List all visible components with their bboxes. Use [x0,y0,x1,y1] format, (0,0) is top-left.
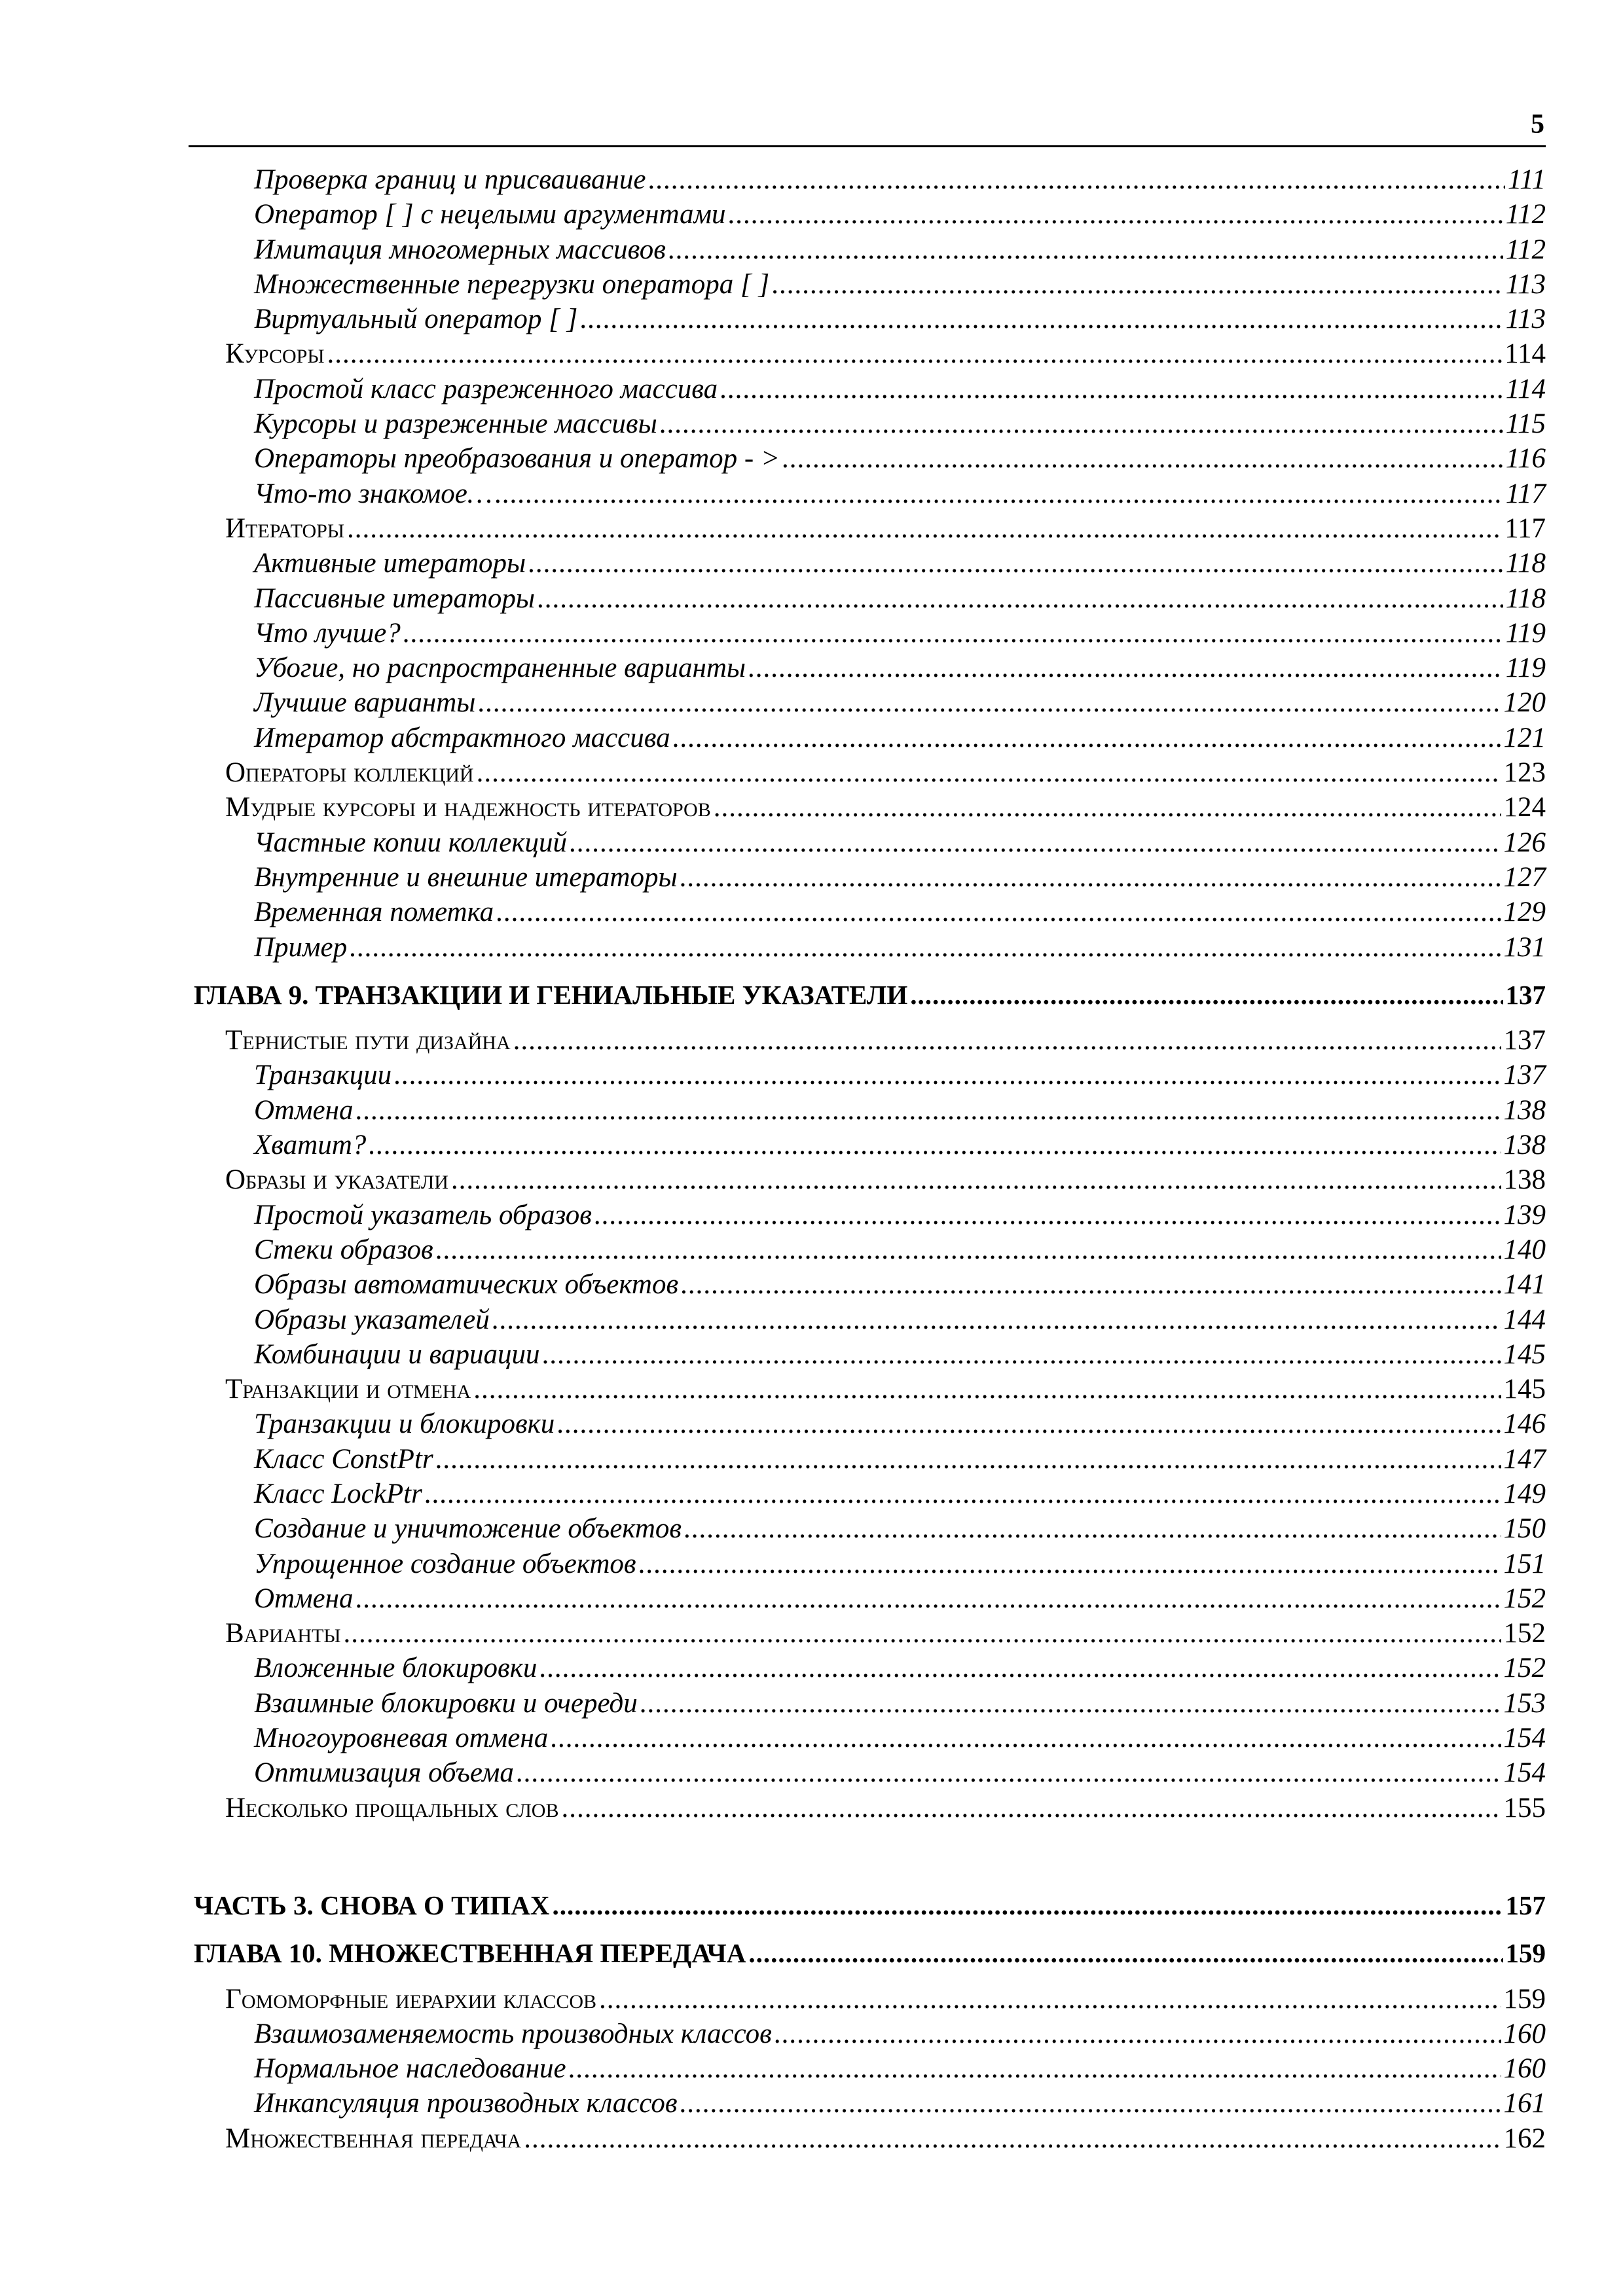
toc-leader-dots [477,755,1501,790]
toc-entry-title: Взаимные блокировки и очереди [254,1687,638,1719]
toc-entry-title: Гомоморфные иерархии классов [225,1983,597,2015]
toc-leader-dots [772,267,1503,302]
toc-entry-page: 115 [1505,408,1546,440]
toc-leader-dots [557,1407,1501,1441]
toc-subsection-entry [194,2086,1546,2121]
toc-entry-page: 138 [1503,1130,1546,1161]
toc-entry-page: 114 [1505,373,1546,404]
header-rule [189,145,1546,147]
toc-leader-dots [640,1686,1501,1721]
toc-subsection-entry [194,1755,1546,1790]
toc-entry-page: 147 [1503,1443,1546,1475]
toc-subsection-entry [194,1058,1546,1092]
toc-entry-page: 124 [1503,792,1546,823]
toc-leader-dots [561,1791,1501,1825]
toc-leader-dots [356,1581,1501,1616]
toc-entry-page: 123 [1503,757,1546,789]
toc-entry-title: Проверка границ и присваивание [254,164,646,195]
toc-leader-dots [673,721,1501,755]
toc-subsection-entry [194,685,1546,720]
toc-subsection-entry [194,546,1546,581]
toc-entry-page: 114 [1504,338,1546,370]
toc-entry-page: 113 [1505,268,1546,300]
toc-entry-page: 118 [1505,548,1546,579]
toc-entry-page: 118 [1505,583,1546,614]
toc-section-entry [194,1982,1546,2017]
toc-entry-page: 157 [1505,1890,1546,1920]
toc-entry-title: ГЛАВА 10. МНОЖЕСТВЕННАЯ ПЕРЕДАЧА [194,1938,746,1969]
toc-subsection-entry [194,721,1546,755]
toc-leader-dots [538,581,1503,616]
toc-subsection-entry [194,1581,1546,1616]
toc-entry-title: Мудрые курсоры и надежность итераторов [225,792,711,823]
toc-entry-page: 121 [1503,722,1546,753]
toc-chapter-entry [194,1888,1546,1923]
toc-subsection-entry [194,1337,1546,1372]
toc-subsection-entry [194,1477,1546,1511]
toc-subsection-entry [194,651,1546,685]
toc-entry-title: Транзакции и отмена [225,1374,471,1405]
toc-entry-title: Активные итераторы [254,548,526,579]
toc-leader-dots [524,2121,1501,2156]
toc-entry-title: Стеки образов [254,1234,433,1265]
toc-subsection-entry [194,1686,1546,1721]
toc-entry-title: Оператор [ ] с нецелыми аргументами [254,199,726,230]
toc-entry-title: Убогие, но распространенные варианты [254,653,746,684]
toc-subsection-entry [194,616,1546,651]
toc-leader-dots [910,978,1503,1013]
toc-subsection-entry [194,1651,1546,1685]
toc-leader-dots [528,546,1503,581]
toc-leader-dots [681,1267,1501,1302]
toc-section-entry [194,2121,1546,2156]
toc-entry-page: 159 [1503,1983,1546,2015]
toc-chapter-entry [194,978,1546,1013]
toc-entry-page: 139 [1503,1199,1546,1230]
toc-leader-dots [684,1511,1501,1546]
toc-leader-dots [648,162,1504,197]
toc-entry-title: Виртуальный оператор [ ] [254,304,578,335]
toc-entry-page: 137 [1505,979,1546,1010]
toc-leader-dots [748,1936,1503,1971]
toc-entry-page: 120 [1503,687,1546,719]
toc-subsection-entry [194,1442,1546,1477]
toc-leader-dots [344,1616,1501,1651]
toc-leader-dots [580,302,1503,336]
toc-leader-dots [639,1547,1501,1581]
toc-entry-title: Образы указателей [254,1304,490,1335]
toc-leader-dots [570,825,1501,860]
toc-subsection-entry [194,1093,1546,1128]
toc-subsection-entry [194,476,1546,511]
toc-entry-title: Класс ConstPtr [254,1443,433,1475]
toc-leader-dots [714,790,1501,825]
toc-leader-dots [513,1023,1501,1058]
toc-leader-dots [599,1982,1501,2017]
toc-entry-page: 146 [1503,1408,1546,1440]
toc-entry-page: 140 [1503,1234,1546,1265]
toc-leader-dots [517,1755,1501,1790]
toc-entry-title: Отмена [254,1094,354,1126]
toc-entry-page: 152 [1503,1583,1546,1614]
toc-leader-dots [492,1302,1501,1337]
toc-leader-dots [327,336,1503,371]
toc-leader-dots [728,197,1503,232]
toc-entry-page: 141 [1503,1269,1546,1300]
toc-entry-page: 137 [1503,1060,1546,1091]
toc-subsection-entry [194,2017,1546,2051]
toc-leader-dots [347,511,1502,546]
toc-leader-dots [436,1232,1501,1267]
toc-subsection-entry [194,1232,1546,1267]
toc-entry-title: Лучшие варианты [254,687,476,719]
toc-entry-title: Взаимозаменяемость производных классов [254,2018,772,2049]
toc-subsection-entry [194,825,1546,860]
toc-entry-page: 152 [1503,1653,1546,1684]
toc-chapter-entry [194,1936,1546,1971]
toc-subsection-entry [194,895,1546,929]
toc-leader-dots [473,1372,1501,1407]
toc-entry-page: 159 [1505,1938,1546,1969]
toc-leader-dots [551,1721,1501,1755]
toc-entry-page: 161 [1503,2088,1546,2119]
toc-entry-title: Хватит? [254,1130,367,1161]
toc-entry-page: 145 [1503,1374,1546,1405]
toc-subsection-entry [194,1302,1546,1337]
toc-entry-title: Пассивные итераторы [254,583,535,614]
toc-entry-page: 112 [1505,234,1546,265]
page-number: 5 [1531,109,1544,139]
toc-leader-dots [425,1477,1501,1511]
toc-subsection-entry [194,930,1546,965]
toc-leader-dots [394,1058,1501,1092]
toc-leader-dots [495,476,1503,511]
toc-entry-page: 112 [1505,199,1546,230]
toc-entry-page: 150 [1503,1513,1546,1545]
toc-entry-title: Курсоры [225,338,325,370]
toc-entry-page: 154 [1503,1757,1546,1789]
toc-entry-title: Что лучше? [254,617,401,649]
toc-leader-dots [782,441,1503,476]
toc-entry-title: Класс LockPtr [254,1478,422,1509]
toc-entry-title: Итератор абстрактного массива [254,722,670,753]
toc-entry-page: 151 [1503,1548,1546,1579]
toc-entry-title: Комбинации и вариации [254,1338,540,1370]
toc-entry-title: Курсоры и разреженные массивы [254,408,657,440]
toc-entry-page: 111 [1507,164,1546,195]
toc-entry-page: 117 [1504,512,1546,544]
toc-entry-title: Транзакции и блокировки [254,1408,555,1440]
toc-entry-title: Множественная передача [225,2123,522,2154]
toc-entry-title: Итераторы [225,512,345,544]
toc-entry-title: Образы и указатели [225,1164,448,1196]
toc-subsection-entry [194,162,1546,197]
toc-leader-dots [748,651,1503,685]
toc-leader-dots [680,860,1501,895]
toc-entry-title: Операторы коллекций [225,757,474,789]
toc-subsection-entry [194,232,1546,267]
toc-leader-dots [451,1162,1501,1197]
toc-entry-title: Операторы преобразования и оператор - > [254,443,780,475]
toc-section-entry [194,1616,1546,1651]
toc-section-entry [194,1791,1546,1825]
toc-entry-page: 127 [1503,861,1546,893]
toc-subsection-entry [194,441,1546,476]
toc-entry-title: Создание и уничтожение объектов [254,1513,682,1545]
toc-subsection-entry [194,581,1546,616]
toc-leader-dots [356,1093,1501,1128]
toc-section-entry [194,1372,1546,1407]
toc-leader-dots [539,1651,1501,1685]
toc-entry-title: ГЛАВА 9. ТРАНЗАКЦИИ И ГЕНИАЛЬНЫЕ УКАЗАТЕЛИ [194,979,908,1010]
toc-entry-page: 116 [1505,443,1546,475]
toc-entry-page: 113 [1505,304,1546,335]
toc-subsection-entry [194,1547,1546,1581]
toc-leader-dots [369,1128,1501,1162]
toc-entry-page: 137 [1503,1025,1546,1056]
toc-leader-dots [594,1198,1501,1232]
toc-leader-dots [552,1888,1503,1923]
toc-entry-title: Нормальное наследование [254,2053,566,2085]
toc-subsection-entry [194,860,1546,895]
toc-leader-dots [350,930,1501,965]
toc-entry-page: 153 [1503,1687,1546,1719]
toc-leader-dots [478,685,1501,720]
toc-leader-dots [720,372,1503,406]
toc-leader-dots [569,2051,1501,2086]
toc-entry-page: 144 [1503,1304,1546,1335]
toc-entry-title: Инкапсуляция производных классов [254,2088,678,2119]
toc-subsection-entry [194,406,1546,441]
toc-subsection-entry [194,1198,1546,1232]
toc-entry-page: 152 [1503,1618,1546,1649]
toc-entry-title: Несколько прощальных слов [225,1792,559,1823]
toc-section-entry [194,336,1546,371]
toc-entry-title: Частные копии коллекций [254,827,567,858]
toc-entry-title: Оптимизация объема [254,1757,514,1789]
toc-section-entry [194,790,1546,825]
toc-entry-page: 138 [1503,1094,1546,1126]
toc-leader-dots [775,2017,1501,2051]
toc-entry-title: Что-то знакомое… [254,478,493,509]
toc-entry-title: Образы автоматических объектов [254,1269,679,1300]
toc-entry-page: 160 [1503,2018,1546,2049]
toc-entry-title: ЧАСТЬ 3. СНОВА О ТИПАХ [194,1890,550,1920]
toc-subsection-entry [194,2051,1546,2086]
toc-entry-title: Множественные перегрузки оператора [ ] [254,268,770,300]
toc-leader-dots [543,1337,1501,1372]
toc-entry-page: 131 [1503,931,1546,963]
toc-subsection-entry [194,1267,1546,1302]
toc-leader-dots [403,616,1503,651]
toc-entry-title: Тернистые пути дизайна [225,1025,511,1056]
toc-entry-page: 117 [1505,478,1546,509]
toc-leader-dots [660,406,1503,441]
toc-entry-page: 119 [1505,617,1546,649]
toc-entry-page: 126 [1503,827,1546,858]
toc-section-entry [194,1162,1546,1197]
toc-entry-title: Простой указатель образов [254,1199,592,1230]
toc-entry-title: Упрощенное создание объектов [254,1548,636,1579]
toc-entry-title: Вложенные блокировки [254,1653,538,1684]
toc-entry-page: 149 [1503,1478,1546,1509]
toc-entry-page: 119 [1505,653,1546,684]
toc-entry-page: 162 [1503,2123,1546,2154]
toc-entry-page: 155 [1503,1792,1546,1823]
toc-entry-title: Транзакции [254,1060,392,1091]
table-of-contents [194,162,1546,2156]
toc-entry-page: 154 [1503,1723,1546,1754]
toc-subsection-entry [194,1721,1546,1755]
toc-entry-title: Временная пометка [254,897,494,928]
toc-leader-dots [680,2086,1501,2121]
toc-subsection-entry [194,1511,1546,1546]
toc-subsection-entry [194,1128,1546,1162]
toc-section-entry [194,1023,1546,1058]
toc-leader-dots [496,895,1501,929]
toc-entry-title: Простой класс разреженного массива [254,373,718,404]
toc-entry-page: 145 [1503,1338,1546,1370]
toc-entry-page: 138 [1503,1164,1546,1196]
toc-subsection-entry [194,372,1546,406]
toc-entry-title: Имитация многомерных массивов [254,234,666,265]
toc-subsection-entry [194,302,1546,336]
toc-leader-dots [668,232,1503,267]
toc-entry-page: 160 [1503,2053,1546,2085]
toc-entry-title: Многоуровневая отмена [254,1723,549,1754]
toc-leader-dots [436,1442,1501,1477]
toc-entry-page: 129 [1503,897,1546,928]
toc-entry-title: Отмена [254,1583,354,1614]
toc-entry-title: Пример [254,931,348,963]
toc-entry-title: Внутренние и внешние итераторы [254,861,678,893]
toc-entry-title: Варианты [225,1618,341,1649]
toc-section-entry [194,511,1546,546]
toc-section-entry [194,755,1546,790]
toc-subsection-entry [194,1407,1546,1441]
toc-subsection-entry [194,197,1546,232]
toc-subsection-entry [194,267,1546,302]
